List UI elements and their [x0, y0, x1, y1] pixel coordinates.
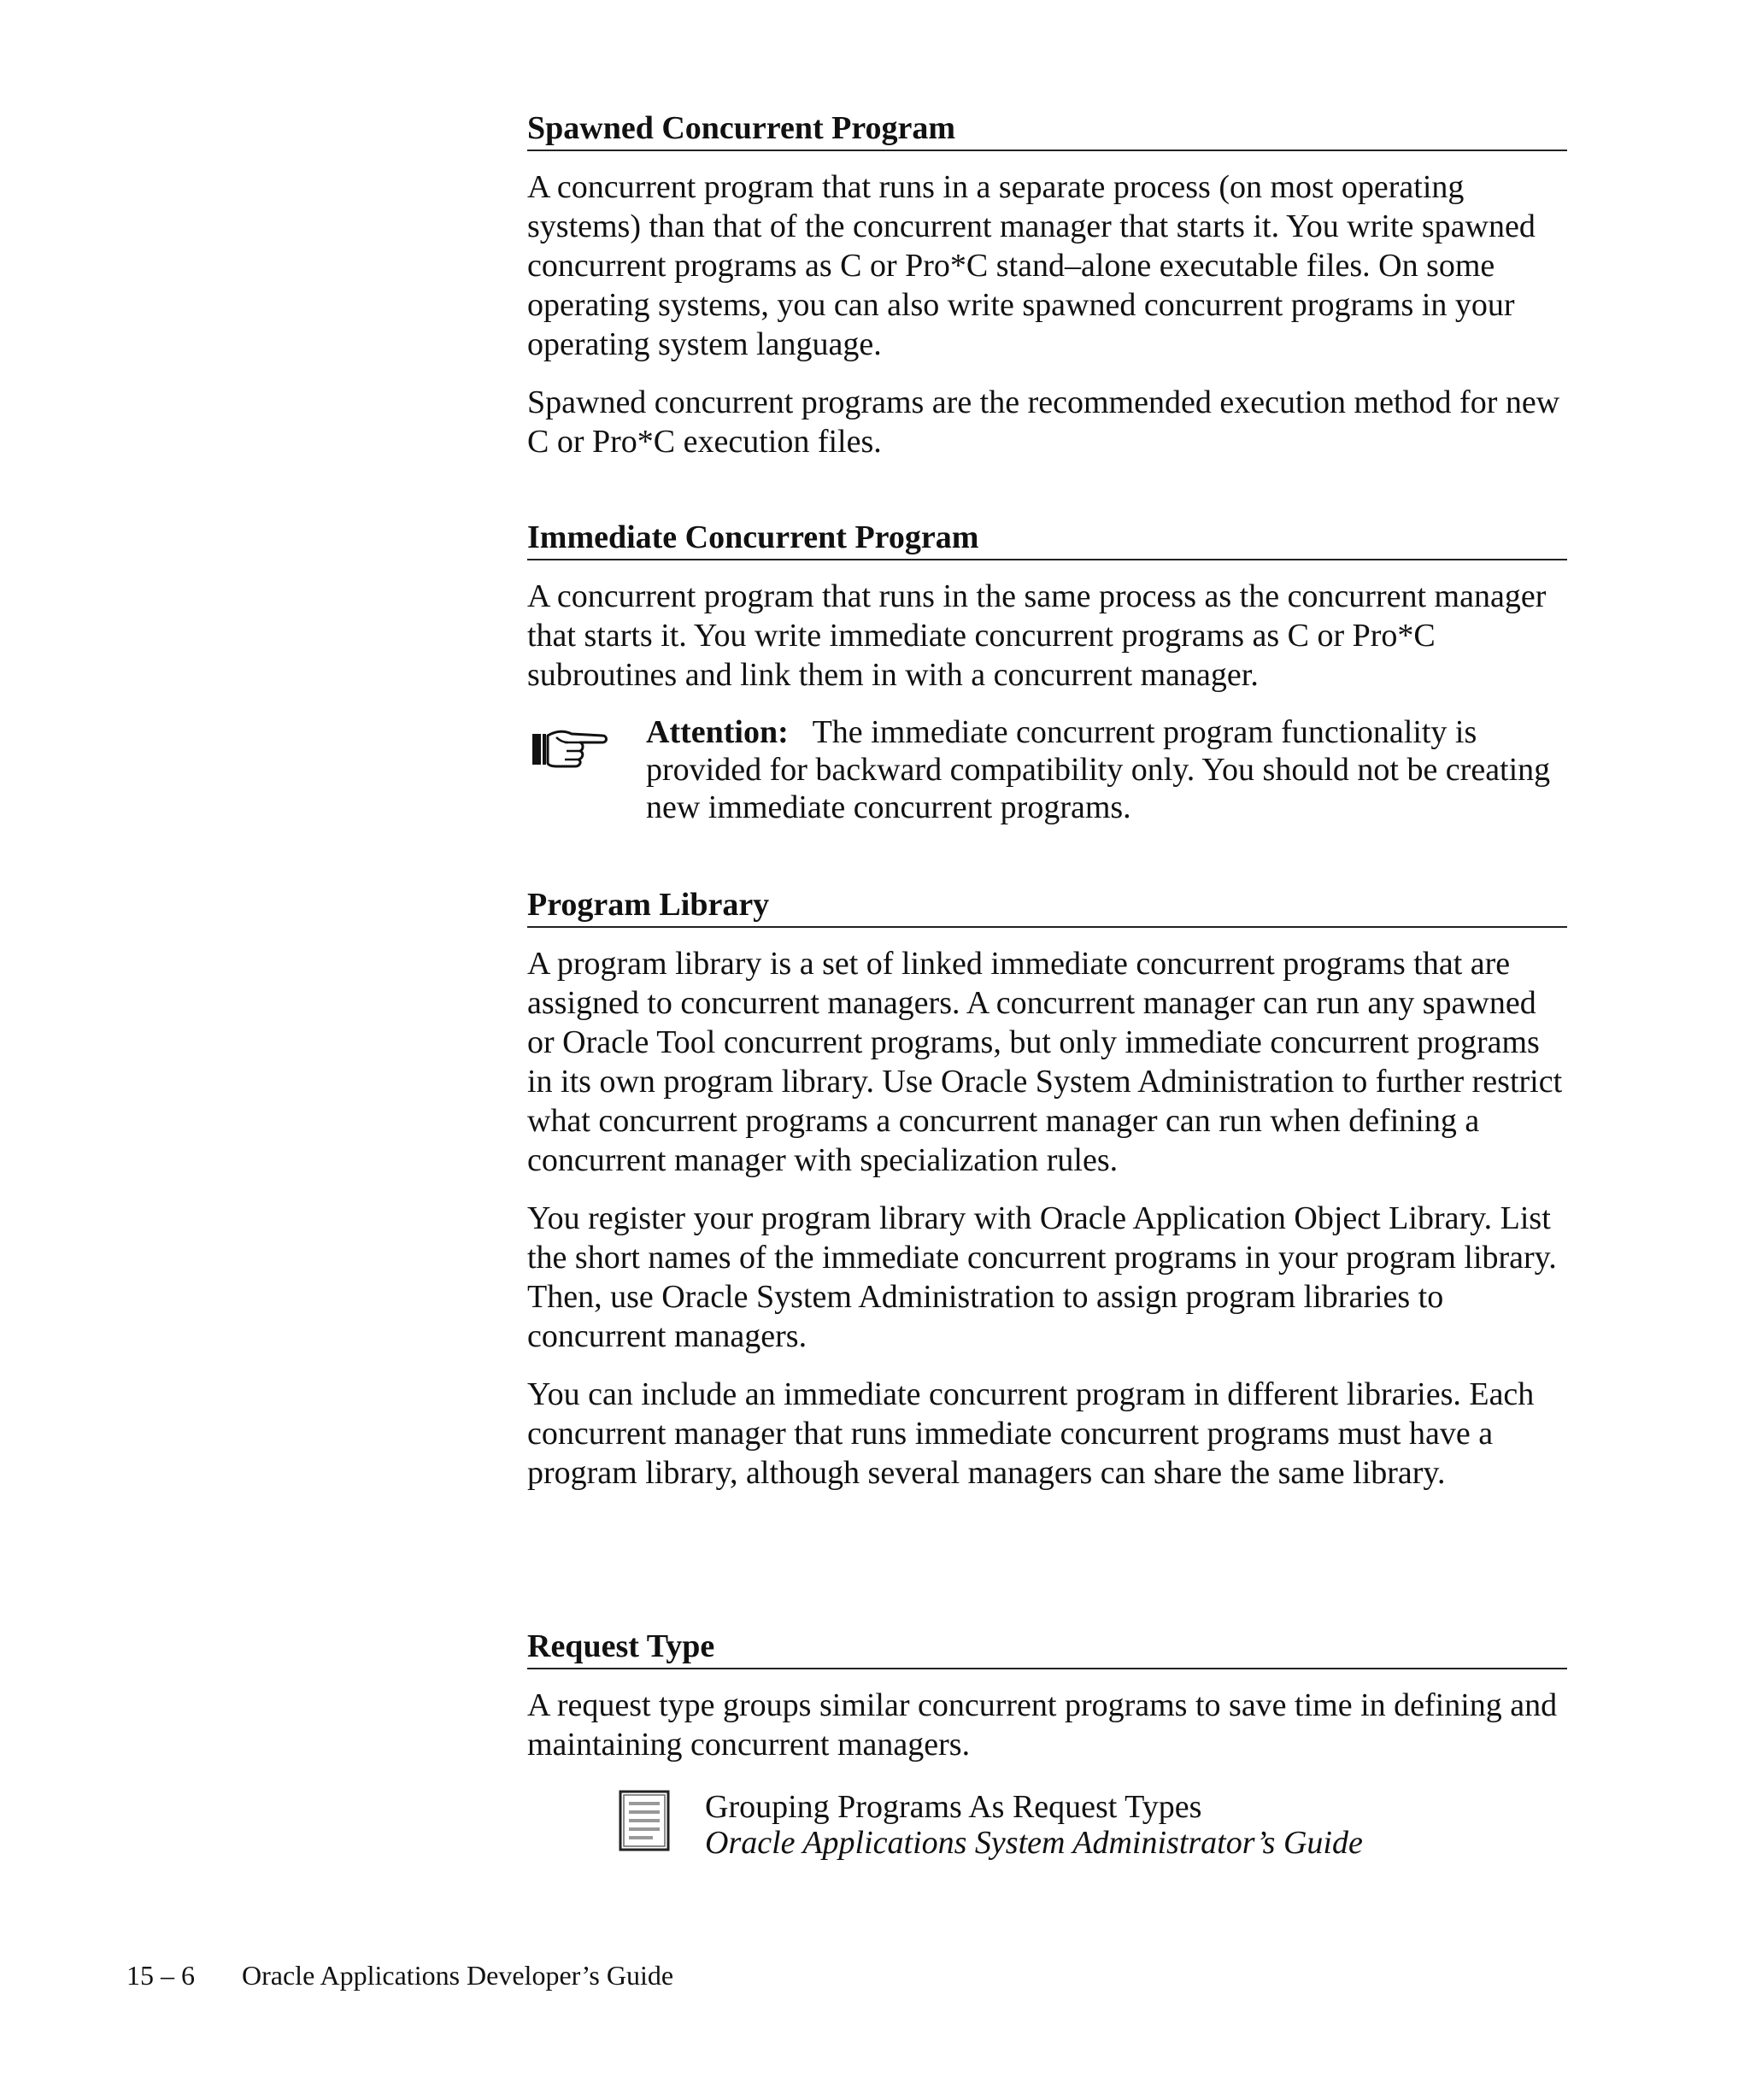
section-heading: Request Type [527, 1627, 1567, 1669]
section-heading: Immediate Concurrent Program [527, 518, 1567, 560]
attention-text [646, 713, 1567, 826]
footer-book-title: Oracle Applications Developer’s Guide [242, 1960, 674, 1991]
section-heading: Spawned Concurrent Program [527, 109, 1567, 151]
page-footer [126, 1958, 673, 1992]
section-program-library [527, 885, 1567, 1493]
page-number: 15 – 6 [126, 1960, 195, 1991]
document-icon [619, 1790, 670, 1851]
attention-body: The immediate concurrent program functionality is provided for backward compatibility only. You should not be creating new immediate concurrent programs. [646, 714, 1551, 825]
pointing-hand-icon [531, 725, 609, 773]
section-immediate [527, 518, 1567, 826]
cross-reference[interactable] [527, 1788, 1567, 1870]
section-paragraph: A concurrent program that runs in a separate process (on most operating systems) than that of the concurrent manager that starts it. You write spawned concurrent programs as C or Pro*C stand–alone executable files. On some operating systems, you can also write spawned concurrent programs in your operating system language. [527, 169, 1536, 362]
section-paragraph: Spawned concurrent programs are the recommended execution method for new C or Pro*C execution files. [527, 384, 1560, 460]
section-paragraph: You can include an immediate concurrent program in different libraries. Each concurrent manager that runs immediate concurrent programs must have a program library, although several managers can share the same library. [527, 1376, 1535, 1491]
section-paragraph: A concurrent program that runs in the same process as the concurrent manager that starts it. You write immediate concurrent programs as C or Pro*C subroutines and link them in with a concurrent manager. [527, 578, 1547, 693]
xref-book-title: Oracle Applications System Administrator’s Guide [705, 1825, 1363, 1861]
section-paragraph: A request type groups similar concurrent programs to save time in defining and maintaining concurrent managers. [527, 1687, 1558, 1763]
attention-note [527, 713, 1567, 826]
section-paragraph: A program library is a set of linked immediate concurrent programs that are assigned to concurrent managers. A concurrent manager can run any spawned or Oracle Tool concurrent programs, but only immediate concurrent programs in its own program library. Use Oracle System Administration to further restrict what concurrent programs a concurrent manager can run when defining a concurrent manager with specialization rules. [527, 946, 1563, 1178]
section-spawned [527, 109, 1567, 461]
xref-title: Grouping Programs As Request Types [705, 1789, 1202, 1825]
attention-label: Attention: [646, 714, 789, 750]
section-request-type [527, 1627, 1567, 1870]
section-heading: Program Library [527, 885, 1567, 928]
section-paragraph: You register your program library with Oracle Application Object Library. List the short names of the immediate concurrent programs in your program library. Then, use Oracle System Administration to assign program libraries to concurrent managers. [527, 1200, 1557, 1354]
